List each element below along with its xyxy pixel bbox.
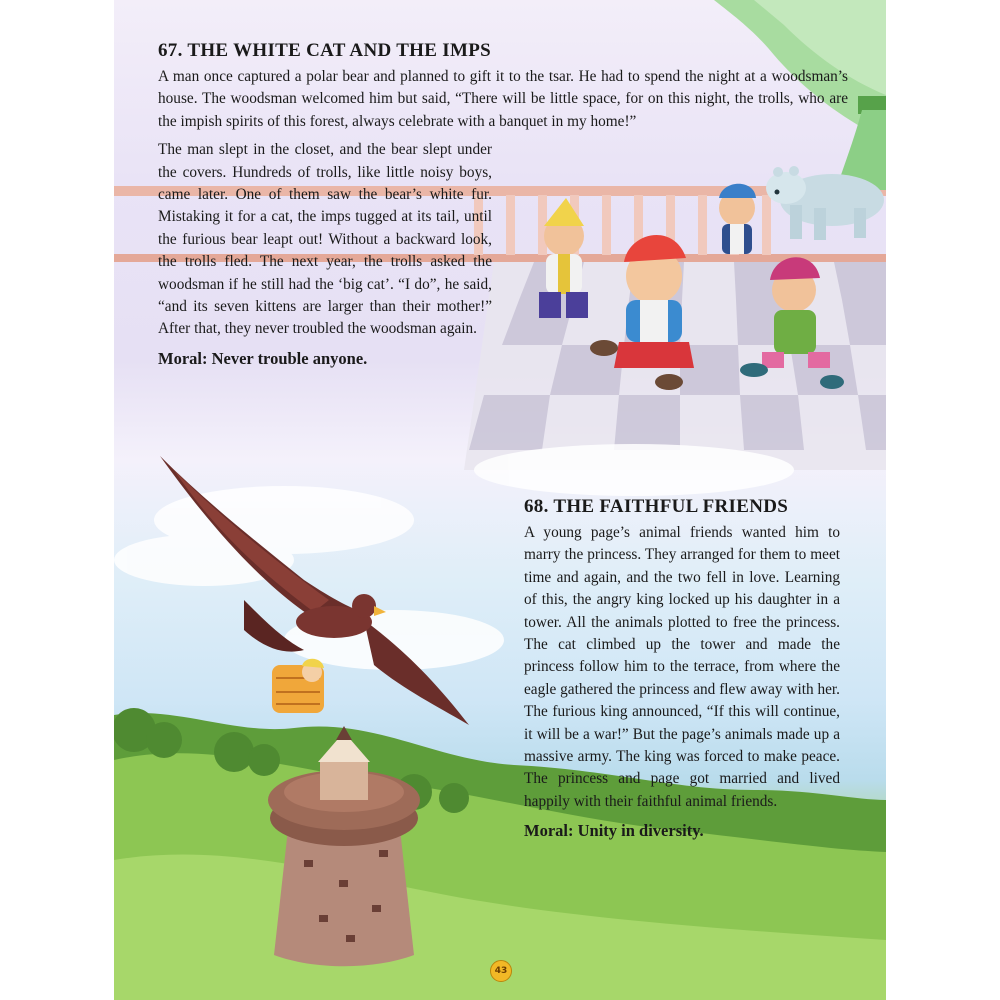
storybook-page (114, 0, 886, 1000)
story-paragraph: The man slept in the closet, and the bear slept under the covers. Hundreds of trolls, like little noisy boys, came later. One of them saw the bear’s white fur. Mistaking it for a cat, the imps tugged at its tail, until the furious bear leapt out! Without a backward look, the trolls fled. The next year, the trolls asked the woodsman if he still had the ‘big cat’. “I do”, he said, “and its seven kittens are larger than their mother!” After that, they never troubled the woodsman again. (158, 141, 492, 338)
story-moral: Moral: Never trouble anyone. (158, 348, 368, 368)
story-67 (158, 40, 848, 369)
story-title: 68. THE FAITHFUL FRIENDS (524, 496, 789, 517)
story-moral: Moral: Unity in diversity. (524, 821, 704, 841)
page-number: 43 (490, 960, 512, 982)
story-paragraph: A man once captured a polar bear and planned to gift it to the tsar. He had to spend the night at a woodsman’s house. The woodsman welcomed him but said, “There will be little space, for on this night, the trolls, who are the impish spirits of this forest, always celebrate with a banquet in my home!” (158, 68, 848, 130)
story-paragraph: A young page’s animal friends wanted him to marry the princess. They arranged for them to meet time and again, and the two fell in love. Learning of this, the angry king locked up his daughter in a tower. All the animals plotted to free the princess. The cat climbed up the tower and made the princess follow him to the terrace, from where the eagle gathered the princess and flew away with her. The furious king announced, “If this will continue, it will be a war!” But the page’s animals made up a massive army. The king was forced to make peace. The princess and page got married and lived happily with their faithful animal friends. (524, 524, 840, 810)
story-68 (524, 496, 840, 841)
story-title: 67. THE WHITE CAT AND THE IMPS (158, 40, 491, 61)
